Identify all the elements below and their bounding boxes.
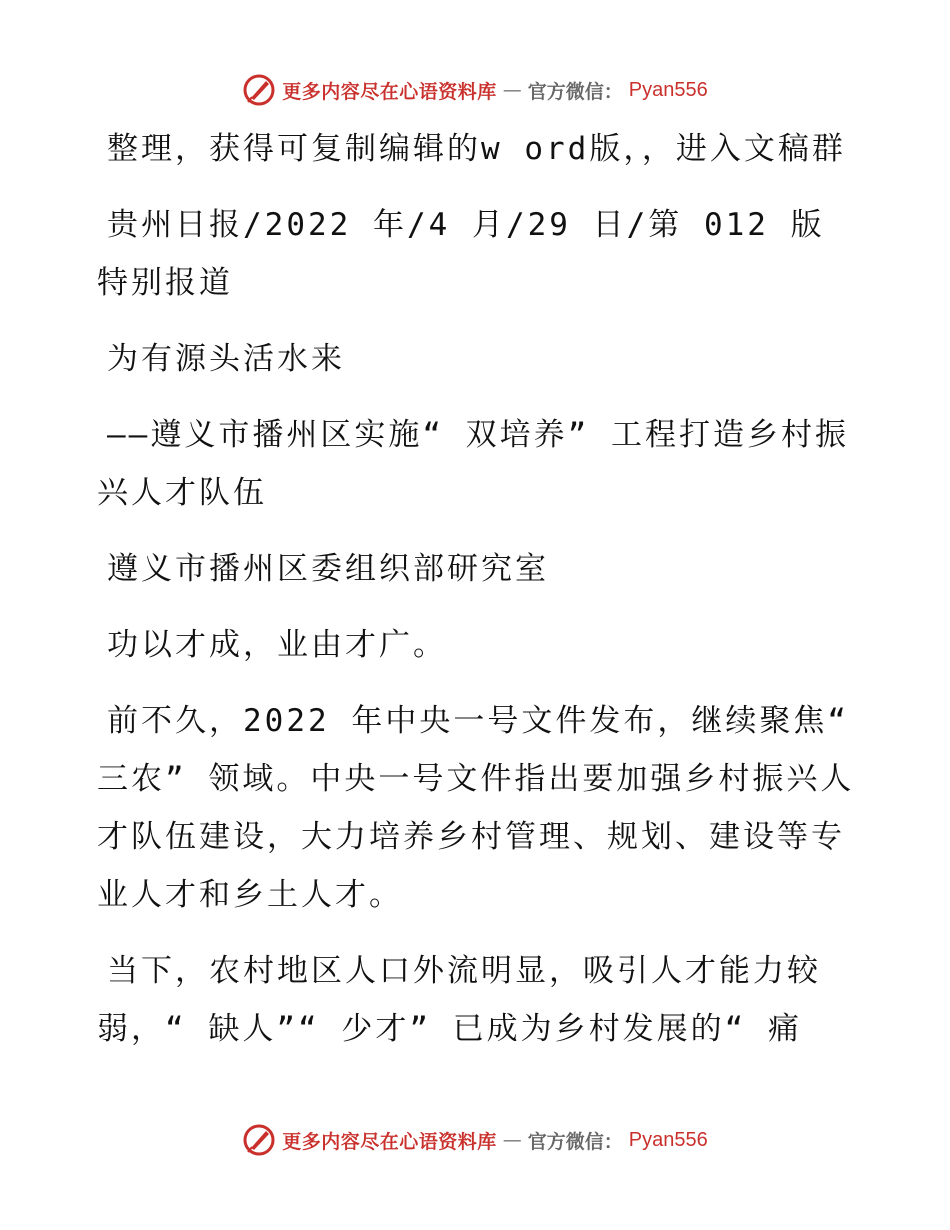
watermark-official-label: 官方微信： — [527, 80, 623, 103]
watermark-handle: Pyan556 — [628, 78, 708, 101]
paragraph-source: 贵州日报/2022 年/4 月/29 日/第 012 版特别报道 — [97, 207, 825, 301]
watermark-separator: — — [502, 79, 522, 101]
watermark-site-text: 更多内容尽在心语资料库 — [282, 80, 497, 103]
quill-logo-icon — [242, 73, 276, 107]
document-body — [97, 120, 857, 1058]
article-author: 遵义市播州区委组织部研究室 — [107, 551, 549, 587]
paragraph-body: 功以才成，业由才广。 — [107, 627, 447, 663]
watermark-handle: Pyan556 — [628, 1128, 708, 1151]
header-watermark — [0, 70, 950, 110]
watermark-separator: — — [502, 1129, 522, 1151]
paragraph-intro: 整理，获得可复制编辑的w ord版，，进入文稿群 — [107, 131, 846, 167]
article-subtitle: ——遵义市播州区实施“ 双培养” 工程打造乡村振兴人才队伍 — [97, 417, 849, 511]
paragraph-body: 前不久，2022 年中央一号文件发布，继续聚焦“ 三农” 领域。中央一号文件指出要加强乡村振兴人才队伍建设，大力培养乡村管理、规划、建设等专业人才和乡土人才。 — [97, 703, 855, 913]
watermark-official-label: 官方微信： — [527, 1130, 623, 1153]
paragraph-body: 当下，农村地区人口外流明显，吸引人才能力较弱，“ 缺人”“ 少才” 已成为乡村发展的“ 痛 — [97, 953, 821, 1047]
footer-watermark — [0, 1120, 950, 1160]
watermark-site-text: 更多内容尽在心语资料库 — [282, 1130, 497, 1153]
article-title: 为有源头活水来 — [107, 341, 345, 377]
quill-logo-icon — [242, 1123, 276, 1157]
